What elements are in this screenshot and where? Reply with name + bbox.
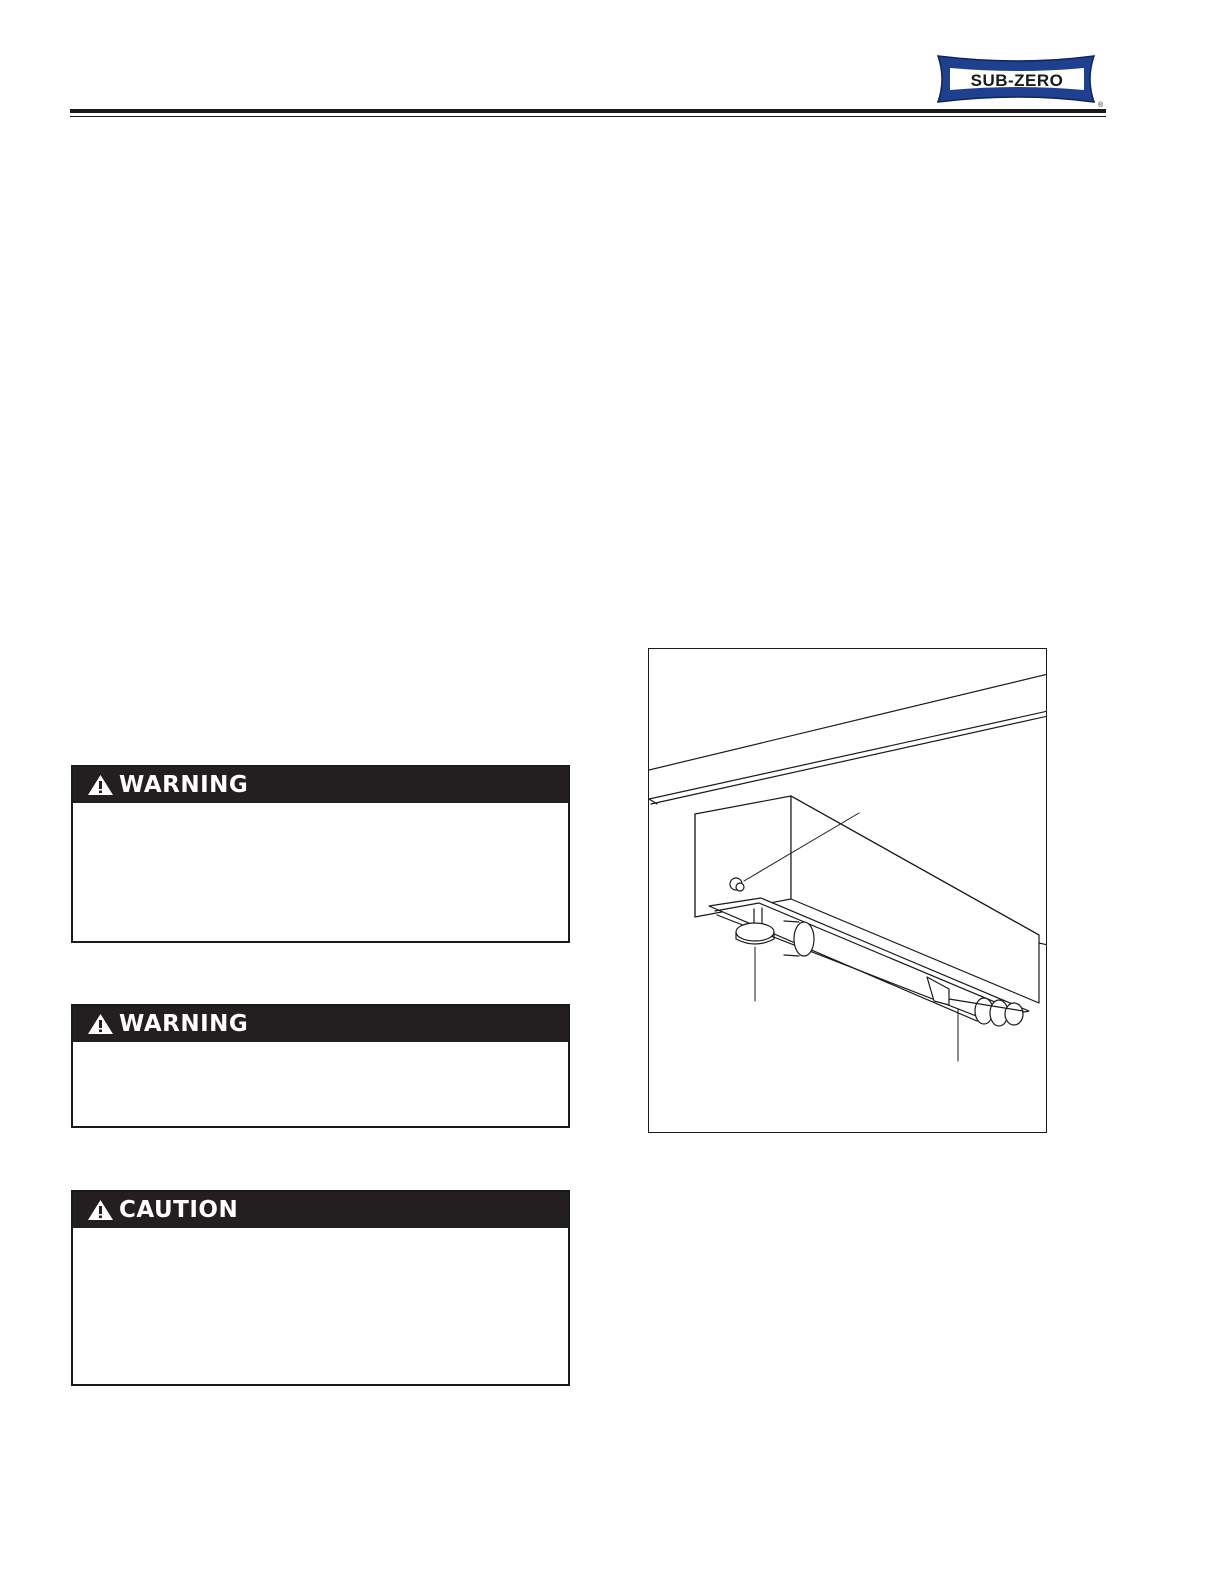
rear-roller-3 [1005,1003,1023,1025]
caution-header [73,1192,568,1228]
registered-mark: ® [1098,102,1104,109]
cabinet-front-edge [649,711,1047,799]
cabinet-front-edge-inner [651,716,1047,804]
signal-word: CAUTION [119,1196,239,1223]
roller-assembly-illustration [649,649,1047,1133]
exclamation-triangle-icon [87,774,114,796]
warning-notice [71,1004,570,1128]
ceiling-back-edge [1039,943,1047,945]
caution-notice [71,1190,570,1386]
exclamation-triangle-icon [87,1199,114,1221]
warning-header [73,767,568,803]
signal-word: WARNING [119,771,249,798]
leveling-leg-foot [736,923,774,941]
housing-front-face [695,796,791,917]
logo-wordmark: SUB-ZERO [970,71,1064,90]
warning-header [73,1006,568,1042]
header-rule-thin [70,116,1106,117]
front-roller [794,922,814,956]
signal-word: WARNING [119,1010,249,1037]
sub-zero-logo [934,52,1104,110]
mounting-screw-head [736,883,744,891]
header-rule-thick [70,109,1106,113]
exclamation-triangle-icon [87,1013,114,1035]
illustration-frame [648,648,1047,1133]
warning-notice [71,765,570,943]
